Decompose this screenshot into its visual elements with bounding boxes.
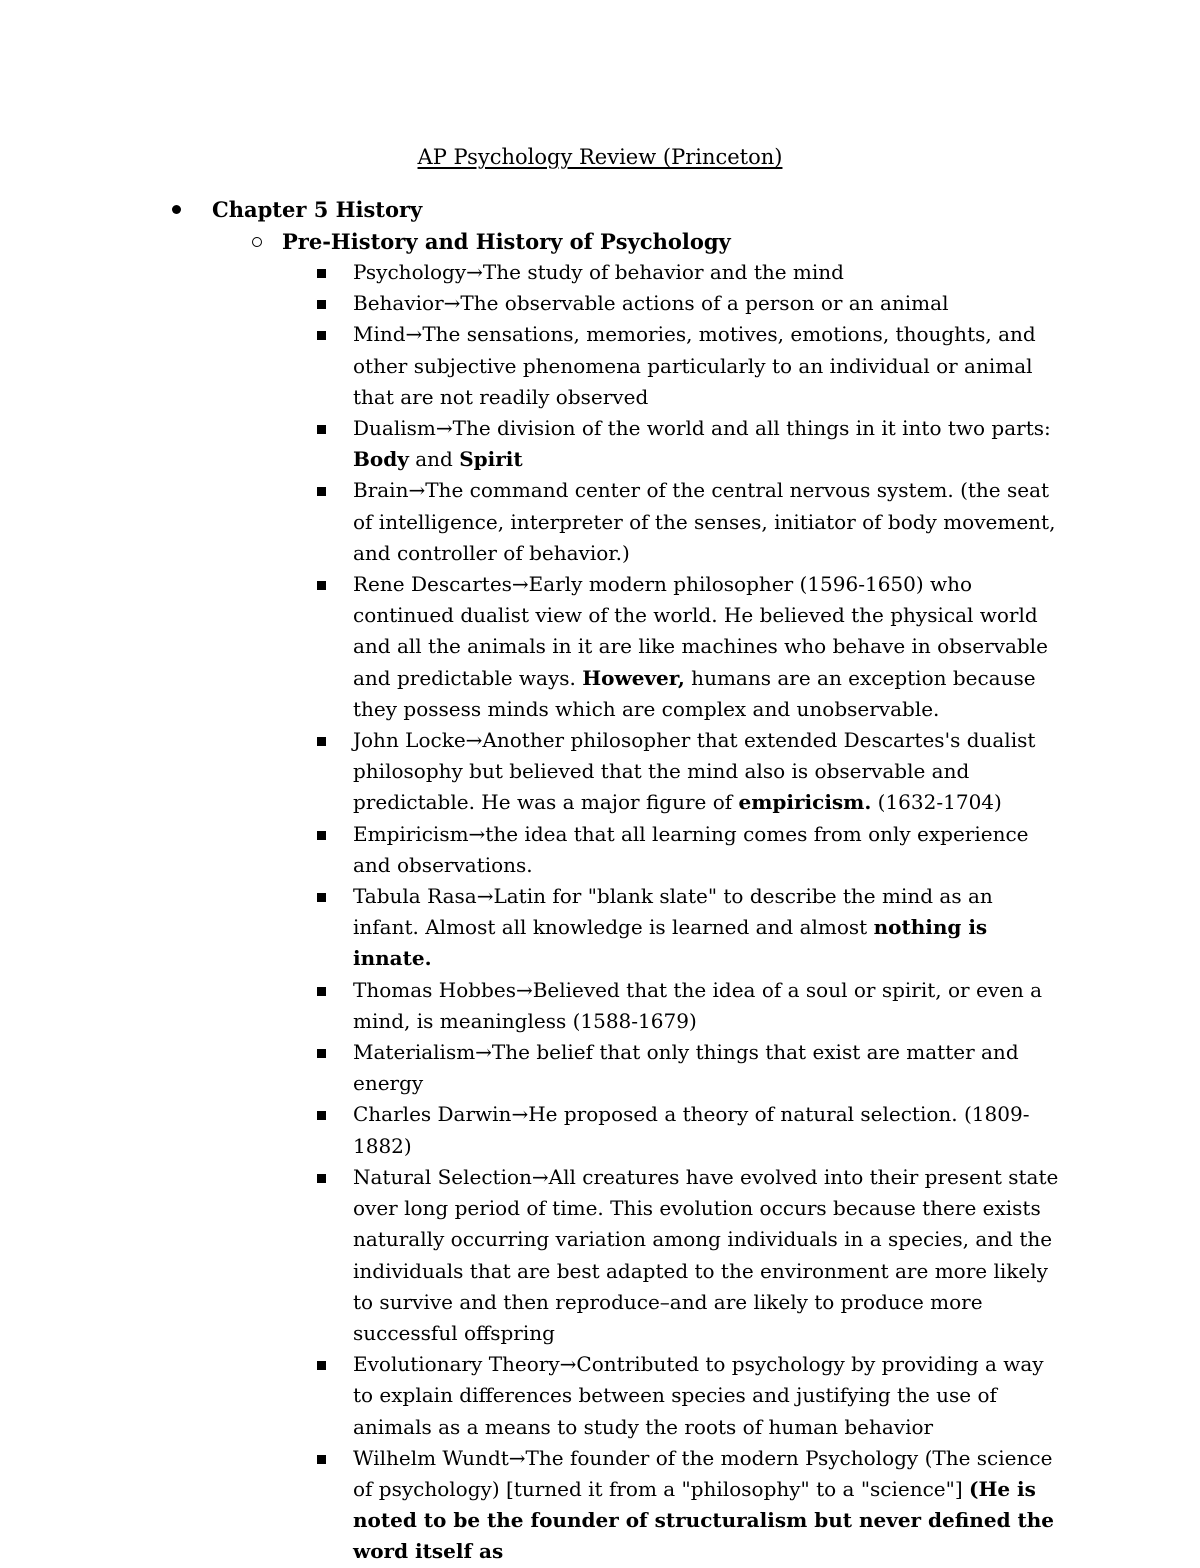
square-bullet-icon xyxy=(317,1111,326,1120)
definition-list xyxy=(353,257,1063,1568)
square-bullet-icon xyxy=(317,893,326,902)
item-text: Empiricism→the idea that all learning comes from only experience and observations. xyxy=(353,821,1029,877)
section-heading xyxy=(282,226,1082,257)
item-text: Wilhelm Wundt→The founder of the modern Psychology (The science of psychology) [turned it from a "philosophy" to a "science"] xyxy=(353,1445,1053,1501)
filled-bullet-icon xyxy=(172,205,181,214)
square-bullet-icon xyxy=(317,1049,326,1058)
item-text: Behavior→The observable actions of a person or an animal xyxy=(353,291,949,316)
bold-term: Spirit xyxy=(459,447,523,472)
item-text: John Locke→Another philosopher that extended Descartes's dualist philosophy but believed that the mind also is observable and predictable. He was a major figure of xyxy=(353,728,1036,815)
item-text: (1632-1704) xyxy=(871,790,1002,815)
square-bullet-icon xyxy=(317,300,326,309)
item-text: Thomas Hobbes→Believed that the idea of a soul or spirit, or even a mind, is meaningless (1588-1679) xyxy=(353,977,1043,1033)
list-item xyxy=(353,819,1063,881)
item-text: Charles Darwin→He proposed a theory of natural selection. (1809-1882) xyxy=(353,1102,1030,1158)
list-item xyxy=(353,881,1063,975)
bold-term: empiricism. xyxy=(738,790,872,815)
item-text: Dualism→The division of the world and all things in it into two parts: xyxy=(353,416,1051,441)
list-item xyxy=(353,1037,1063,1099)
list-item xyxy=(353,288,1063,319)
square-bullet-icon xyxy=(317,425,326,434)
section-heading-text: Pre-History and History of Psychology xyxy=(282,229,731,254)
item-text: Tabula Rasa→Latin for "blank slate" to describe the mind as an infant. Almost all knowledge is learned and almost xyxy=(353,884,993,940)
list-item xyxy=(353,1099,1063,1161)
item-text: and xyxy=(408,447,460,472)
item-text: Brain→The command center of the central nervous system. (the seat of intelligence, interpreter of the senses, initiator of body movement, and controller of behavior.) xyxy=(353,478,1056,565)
list-item xyxy=(353,1349,1063,1443)
square-bullet-icon xyxy=(317,269,326,278)
chapter-heading xyxy=(212,194,1112,225)
hollow-bullet-icon xyxy=(252,237,262,247)
list-item xyxy=(353,975,1063,1037)
list-item xyxy=(353,725,1063,819)
square-bullet-icon xyxy=(317,1361,326,1370)
item-text: humans are an exception because they possess minds which are complex and unobservable. xyxy=(353,665,1036,721)
square-bullet-icon xyxy=(317,1455,326,1464)
item-text: Natural Selection→All creatures have evolved into their present state over long period of time. This evolution occurs because there exists naturally occurring variation among individuals in a species, and the individuals that are best adapted to the environment are more likely to survive and then reproduce–and are likely to produce more successful offspring xyxy=(353,1164,1059,1345)
list-item xyxy=(353,1443,1063,1568)
list-item xyxy=(353,1162,1063,1349)
square-bullet-icon xyxy=(317,487,326,496)
bold-term: However, xyxy=(582,665,685,690)
item-text: Evolutionary Theory→Contributed to psychology by providing a way to explain differences between species and justifying the use of animals as a means to study the roots of human behavior xyxy=(353,1352,1044,1439)
square-bullet-icon xyxy=(317,987,326,996)
list-item xyxy=(353,319,1063,413)
bold-term: nothing is innate. xyxy=(353,915,988,971)
square-bullet-icon xyxy=(317,331,326,340)
list-item xyxy=(353,475,1063,569)
list-item xyxy=(353,413,1063,475)
bold-term: Body xyxy=(353,447,409,472)
square-bullet-icon xyxy=(317,1174,326,1183)
square-bullet-icon xyxy=(317,581,326,590)
square-bullet-icon xyxy=(317,737,326,746)
item-text: Materialism→The belief that only things that exist are matter and energy xyxy=(353,1040,1019,1096)
list-item xyxy=(353,569,1063,725)
item-text: Rene Descartes→Early modern philosopher (1596-1650) who continued dualist view of the world. He believed the physical world and all the animals in it are like machines who behave in observable and predictable ways. xyxy=(353,572,1048,690)
chapter-heading-text: Chapter 5 History xyxy=(212,197,423,222)
square-bullet-icon xyxy=(317,831,326,840)
item-text: Psychology→The study of behavior and the mind xyxy=(353,260,844,284)
document-title: AP Psychology Review (Princeton) xyxy=(417,145,783,169)
bold-term: (He is noted to be the founder of structuralism but never defined the word itself as xyxy=(353,1476,1055,1564)
item-text: Mind→The sensations, memories, motives, emotions, thoughts, and other subjective phenomena particularly to an individual or animal that are not readily observed xyxy=(353,322,1036,409)
list-item xyxy=(353,257,1063,288)
